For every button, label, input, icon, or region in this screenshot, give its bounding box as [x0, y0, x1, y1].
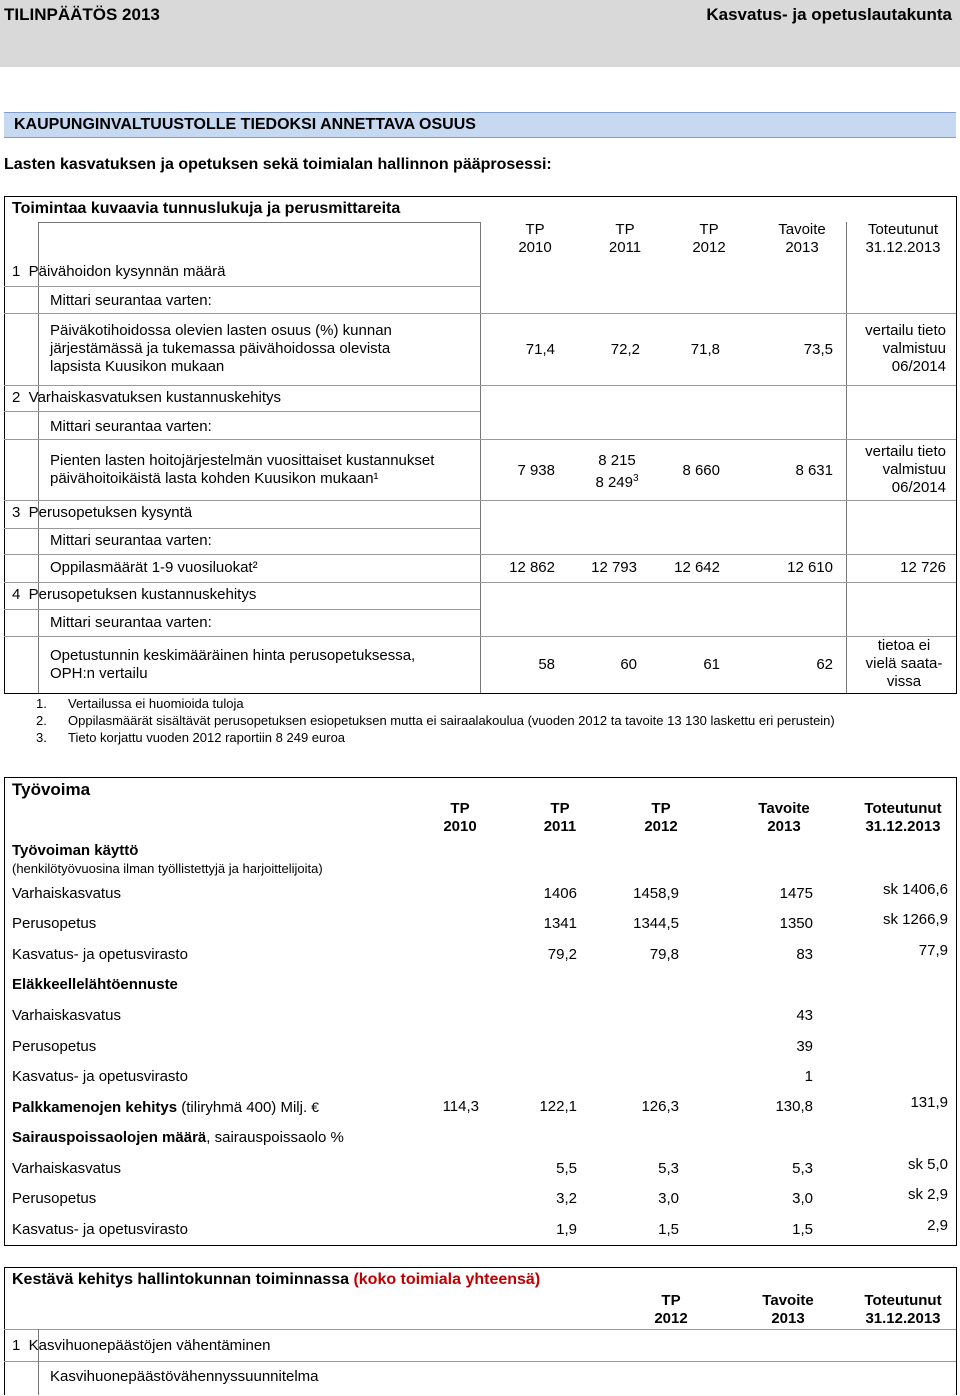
- metric-opetustunti: Opetustunnin keskimääräinen hinta perusopetuksessa, OPH:n vertailu: [50, 647, 416, 682]
- board-name: Kasvatus- ja opetuslautakunta: [706, 5, 952, 24]
- cell: 72,2: [610, 341, 640, 358]
- cell-vertailu: vertailu tieto valmistuu 06/2014: [865, 443, 946, 496]
- cell: 12 726: [900, 559, 946, 576]
- footnote: 2.: [36, 713, 47, 728]
- metric-kustannukset: Pienten lasten hoitojärjestelmän vuosittaiset kustannukset päivähoitoikäistä lasta kohden Kuusikon mukaan¹: [50, 452, 435, 487]
- cell: 12 862: [509, 559, 555, 576]
- row-label: Kasvatus- ja opetusvirasto: [12, 1221, 188, 1238]
- tyovoima-title: Työvoima: [12, 780, 91, 799]
- row-kasvihuonepaastot: 1 Kasvihuonepäästöjen vähentäminen: [12, 1337, 271, 1354]
- col-header-tavoite: Tavoite 2013: [758, 800, 810, 835]
- footnote-text: Tieto korjattu vuoden 2012 raportiin 8 249 euroa: [68, 730, 346, 745]
- row-line: [4, 1329, 956, 1330]
- palkkamenot-row: Palkkamenojen kehitys (tiliryhmä 400) Milj. €: [12, 1099, 320, 1116]
- col-header-tp2011: TP 2011: [608, 221, 642, 256]
- table-border: [4, 777, 5, 1246]
- metric-paivakoti: Päiväkotihoidossa olevien lasten osuus (%) kunnan järjestämässä ja tukemassa päivähoidossa olevista lapsista Kuusikon mukaan: [50, 322, 392, 375]
- row-line: [4, 582, 956, 583]
- cell: 1406: [543, 885, 577, 902]
- cell: 73,5: [803, 341, 833, 358]
- table-border: [4, 777, 957, 778]
- report-title: TILINPÄÄTÖS 2013: [4, 5, 160, 24]
- cell: 1,5: [792, 1221, 813, 1238]
- cell: 130,8: [775, 1098, 813, 1115]
- cell: 5,3: [792, 1160, 813, 1177]
- row-line: [4, 385, 956, 386]
- cell: 71,8: [690, 341, 720, 358]
- col-header-toteutunut: Toteutunut 31.12.2013: [864, 1292, 942, 1327]
- table-border: [4, 196, 5, 694]
- cell: 83: [796, 946, 813, 963]
- row-line: [4, 528, 480, 529]
- cell: 122,1: [539, 1098, 577, 1115]
- cell: 79,2: [547, 946, 577, 963]
- cell: 60: [620, 656, 637, 673]
- row-line: [4, 554, 956, 555]
- cell: sk 2,9: [907, 1186, 948, 1203]
- sairauspoissaolo-heading: Sairauspoissaolojen määrä, sairauspoissaolo %: [12, 1129, 344, 1146]
- cell: 7 938: [517, 462, 555, 479]
- col-header-tavoite: Tavoite 2013: [778, 221, 826, 256]
- cell: 3,0: [658, 1190, 679, 1207]
- table-title: Toimintaa kuvaavia tunnuslukuja ja perusmittareita: [12, 200, 401, 217]
- table-divider: [480, 222, 481, 693]
- cell: 114,3: [442, 1098, 479, 1115]
- table-border: [4, 1267, 957, 1268]
- row-label: Perusopetus: [12, 915, 97, 932]
- mittari-label: Mittari seurantaa varten:: [50, 614, 212, 631]
- mittari-label: Mittari seurantaa varten:: [50, 418, 212, 435]
- col-header-tp2012: TP 2012: [644, 800, 678, 835]
- cell: sk 1266,9: [882, 911, 948, 928]
- cell-vertailu: vertailu tieto valmistuu 06/2014: [865, 322, 946, 375]
- cell: 77,9: [918, 942, 948, 959]
- cell: 43: [796, 1007, 813, 1024]
- col-header-tp2012: TP 2012: [654, 1292, 688, 1327]
- cell: 79,8: [649, 946, 679, 963]
- footnote: 3.: [36, 730, 47, 745]
- col-header-toteutunut: Toteutunut 31.12.2013: [864, 800, 942, 835]
- col-header-toteutunut: Toteutunut 31.12.2013: [865, 221, 941, 256]
- table-divider: [38, 222, 480, 223]
- mittari-label: Mittari seurantaa varten:: [50, 292, 212, 309]
- row-line: [4, 1361, 956, 1362]
- cell: 62: [816, 656, 833, 673]
- cell: 12 610: [787, 559, 833, 576]
- cell: 2,9: [927, 1217, 948, 1234]
- row-label: Perusopetus: [12, 1190, 97, 1207]
- table-border: [4, 693, 957, 694]
- page-header: [0, 0, 960, 67]
- footnote-text: Oppilasmäärät sisältävät perusopetuksen esiopetuksen mutta ei sairaalakoulua (vuoden 2012 ta tavoite 13 130 laskettu eri perustein): [68, 713, 835, 728]
- row-line: [4, 411, 480, 412]
- tyovoiman-kaytto: Työvoiman käyttö: [12, 842, 139, 859]
- table-border: [956, 196, 957, 694]
- row-line: [4, 286, 480, 287]
- row-line: [4, 609, 480, 610]
- row-line: [4, 439, 956, 440]
- elake-heading: Eläkkeellelähtöennuste: [12, 976, 178, 993]
- cell: sk 5,0: [907, 1156, 948, 1173]
- cell: 3,0: [792, 1190, 813, 1207]
- table-divider: [38, 222, 39, 693]
- cell: 71,4: [525, 341, 555, 358]
- col-header-tavoite: Tavoite 2013: [762, 1292, 814, 1327]
- kestava-kehitys-title: Kestävä kehitys hallintokunnan toiminnassa (koko toimiala yhteensä): [12, 1271, 541, 1288]
- cell: 12 793: [591, 559, 637, 576]
- banner-text: KAUPUNGINVALTUUSTOLLE TIEDOKSI ANNETTAVA OSUUS: [14, 116, 476, 133]
- row-label: Kasvatus- ja opetusvirasto: [12, 946, 188, 963]
- table-border: [4, 1267, 5, 1395]
- cell: 39: [796, 1038, 813, 1055]
- cell: 1475: [779, 885, 813, 902]
- cell-tietoa-ei: tietoa ei vielä saata- vissa: [865, 637, 943, 690]
- row-paivahoito: 1 Päivähoidon kysynnän määrä: [12, 263, 226, 280]
- col-header-tp2012: TP 2012: [692, 221, 726, 256]
- col-header-tp2011: TP 2011: [543, 800, 577, 835]
- footnote: 1.: [36, 696, 47, 711]
- row-suunnitelma: Kasvihuonepäästövähennyssuunnitelma: [50, 1368, 319, 1385]
- cell: 1350: [779, 915, 813, 932]
- mittari-label: Mittari seurantaa varten:: [50, 532, 212, 549]
- cell: 61: [703, 656, 720, 673]
- table-border: [4, 196, 957, 197]
- cell: 5,5: [556, 1160, 577, 1177]
- process-subtitle: Lasten kasvatuksen ja opetuksen sekä toimialan hallinnon pääprosessi:: [4, 156, 552, 173]
- cell: 1341: [543, 915, 577, 932]
- row-varhaiskasvatus-kustannus: 2 Varhaiskasvatuksen kustannuskehitys: [12, 389, 282, 406]
- cell: 1: [804, 1068, 813, 1085]
- cell: 1458,9: [633, 885, 679, 902]
- section-banner: [4, 112, 956, 138]
- cell: 8 631: [795, 462, 833, 479]
- tyovoiman-kaytto-note: (henkilötyövuosina ilman työllistettyjä ja harjoittelijoita): [12, 861, 323, 876]
- footnote-text: Vertailussa ei huomioida tuloja: [68, 696, 244, 711]
- cell: sk 1406,6: [882, 881, 948, 898]
- cell: 5,3: [658, 1160, 679, 1177]
- metric-oppilasmaarat: Oppilasmäärät 1-9 vuosiluokat²: [50, 559, 258, 576]
- row-line: [4, 500, 956, 501]
- row-line: [4, 636, 956, 637]
- cell: 12 642: [674, 559, 720, 576]
- cell: 1,9: [556, 1221, 577, 1238]
- row-perusopetus-kysynta: 3 Perusopetuksen kysyntä: [12, 504, 193, 521]
- row-label: Kasvatus- ja opetusvirasto: [12, 1068, 188, 1085]
- cell: 1,5: [658, 1221, 679, 1238]
- cell: 126,3: [641, 1098, 679, 1115]
- cell: 131,9: [910, 1094, 948, 1111]
- cell: 8 660: [682, 462, 720, 479]
- table-border: [956, 1267, 957, 1395]
- row-label: Varhaiskasvatus: [12, 1160, 121, 1177]
- cell: 58: [538, 656, 555, 673]
- cell: 8 215 8 $249^3$: [595, 452, 639, 491]
- row-label: Varhaiskasvatus: [12, 885, 121, 902]
- row-label: Varhaiskasvatus: [12, 1007, 121, 1024]
- table-divider: [846, 222, 847, 693]
- col-header-tp2010: TP 2010: [443, 800, 477, 835]
- col-header-tp2010: TP 2010: [518, 221, 552, 256]
- row-label: Perusopetus: [12, 1038, 97, 1055]
- row-perusopetus-kustannus: 4 Perusopetuksen kustannuskehitys: [12, 586, 257, 603]
- table-border: [4, 1245, 957, 1246]
- table-border: [956, 777, 957, 1246]
- row-line: [4, 313, 956, 314]
- cell: 1344,5: [633, 915, 679, 932]
- cell: 3,2: [556, 1190, 577, 1207]
